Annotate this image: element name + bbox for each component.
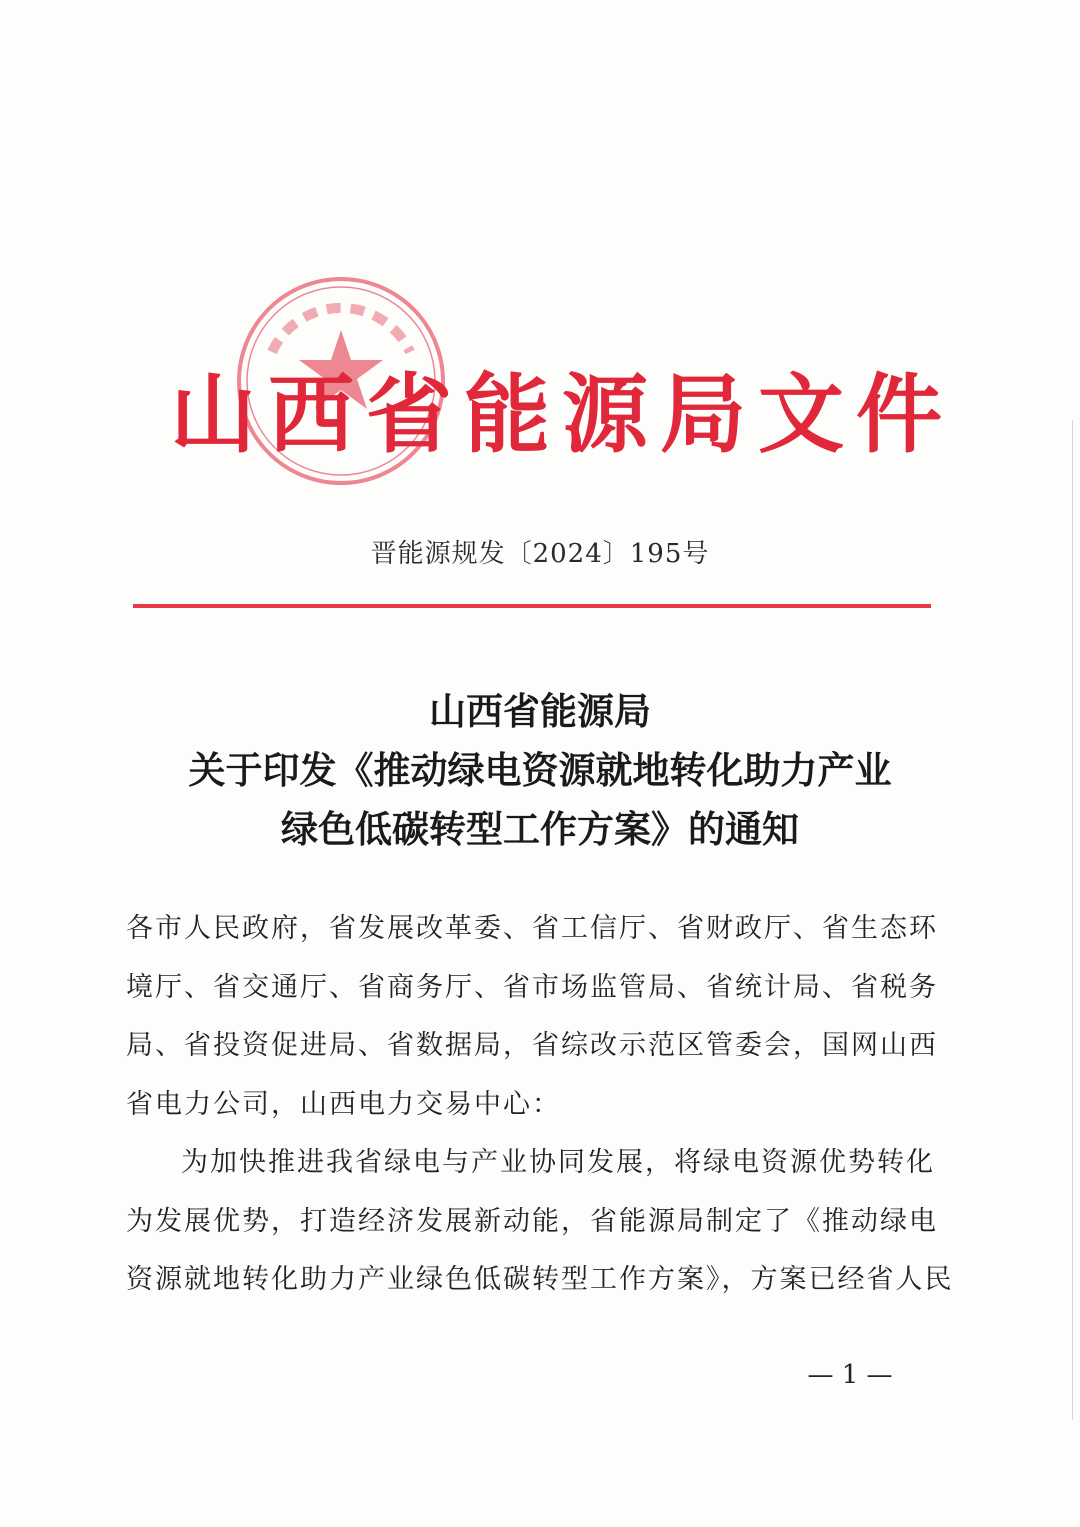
body-line: 为发展优势，打造经济发展新动能，省能源局制定了《推动绿电 — [126, 1205, 938, 1237]
body-line: 省电力公司，山西电力交易中心： — [126, 1088, 561, 1120]
title-line-1: 山西省能源局 — [429, 690, 651, 733]
title-line-3: 绿色低碳转型工作方案》的通知 — [281, 808, 799, 851]
page-edge — [1072, 420, 1073, 1420]
body-line: 局、省投资促进局、省数据局，省综改示范区管委会，国网山西 — [126, 1030, 938, 1061]
body-line: 各市人民政府，省发展改革委、省工信厅、省财政厅、省生态环 — [126, 913, 938, 944]
page-number: — 1 — — [807, 1360, 893, 1390]
body-line: 资源就地转化助力产业绿色低碳转型工作方案》，方案已经省人民 — [126, 1264, 954, 1295]
document-number: 晋能源规发〔2024〕195号 — [370, 539, 710, 569]
body-line: 境厅、省交通厅、省商务厅、省市场监管局、省统计局、省税务 — [126, 971, 938, 1003]
title-line-2: 关于印发《推动绿电资源就地转化助力产业 — [188, 749, 892, 792]
red-divider-rule — [133, 604, 931, 608]
notice-body — [126, 900, 954, 1310]
body-line: 为加快推进我省绿电与产业协同发展，将绿电资源优势转化 — [181, 1147, 935, 1178]
notice-title — [80, 682, 1000, 859]
issuer-header-title: 山西省能源局文件 — [170, 364, 954, 465]
